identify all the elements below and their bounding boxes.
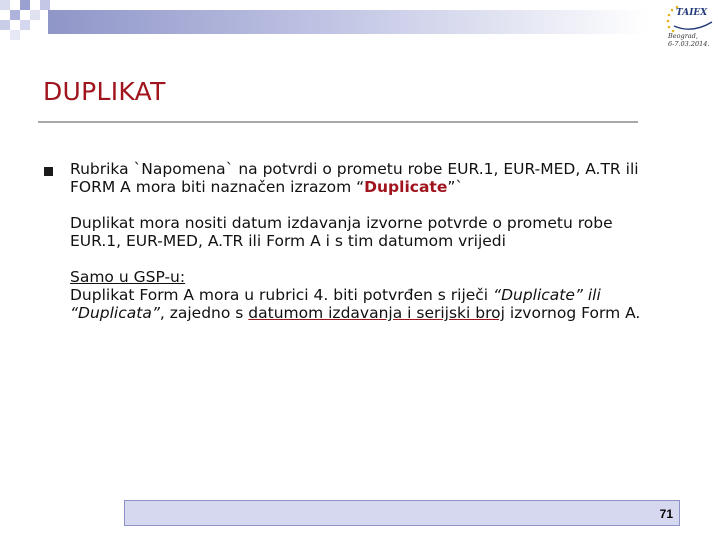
gsp-heading: Samo u GSP-u:: [70, 268, 186, 286]
logo-text: TAIEX: [676, 8, 708, 18]
place-date-signature: [668, 32, 718, 48]
text-span: Duplikat Form A mora u rubrici 4. biti potvrđen s riječi: [70, 286, 494, 304]
text-span: FORM A mora biti naznačen izrazom “: [70, 178, 365, 196]
text-span: ”`: [447, 178, 464, 196]
text-line: [70, 304, 680, 322]
text-span: , zajedno s: [159, 304, 249, 322]
italic-span: “Duplicate” ili: [493, 286, 601, 304]
signature-line-1: Beograd,: [668, 32, 698, 40]
text-line: [70, 178, 680, 196]
footer-bar: [124, 500, 680, 526]
text-span: izvornog Form A.: [504, 304, 641, 322]
title-divider: [38, 121, 638, 123]
text-line: [70, 286, 680, 304]
slide-content: [70, 160, 680, 340]
slide-title: DUPLIKAT: [43, 77, 166, 106]
paragraph-2: [70, 214, 680, 250]
text-line: EUR.1, EUR-MED, A.TR ili Form A i s tim datumom vrijedi: [70, 232, 506, 250]
duplicate-highlight: Duplicate: [364, 178, 448, 196]
italic-span: “Duplicata”: [70, 304, 160, 322]
signature-line-2: 6-7.03.2014.: [668, 40, 710, 48]
underlined-span: datumom izdavanja i serijski broj: [248, 304, 505, 322]
text-line: Rubrika `Napomena` na potvrdi o prometu robe EUR.1, EUR-MED, A.TR ili: [70, 160, 639, 178]
text-line: Duplikat mora nositi datum izdavanja izvorne potvrde o prometu robe: [70, 214, 613, 232]
square-bullet-icon: [44, 167, 53, 176]
bullet-paragraph-1: [70, 160, 680, 196]
page-number: 71: [659, 507, 673, 521]
paragraph-3: [70, 268, 680, 322]
header-gradient-band: [48, 10, 648, 34]
